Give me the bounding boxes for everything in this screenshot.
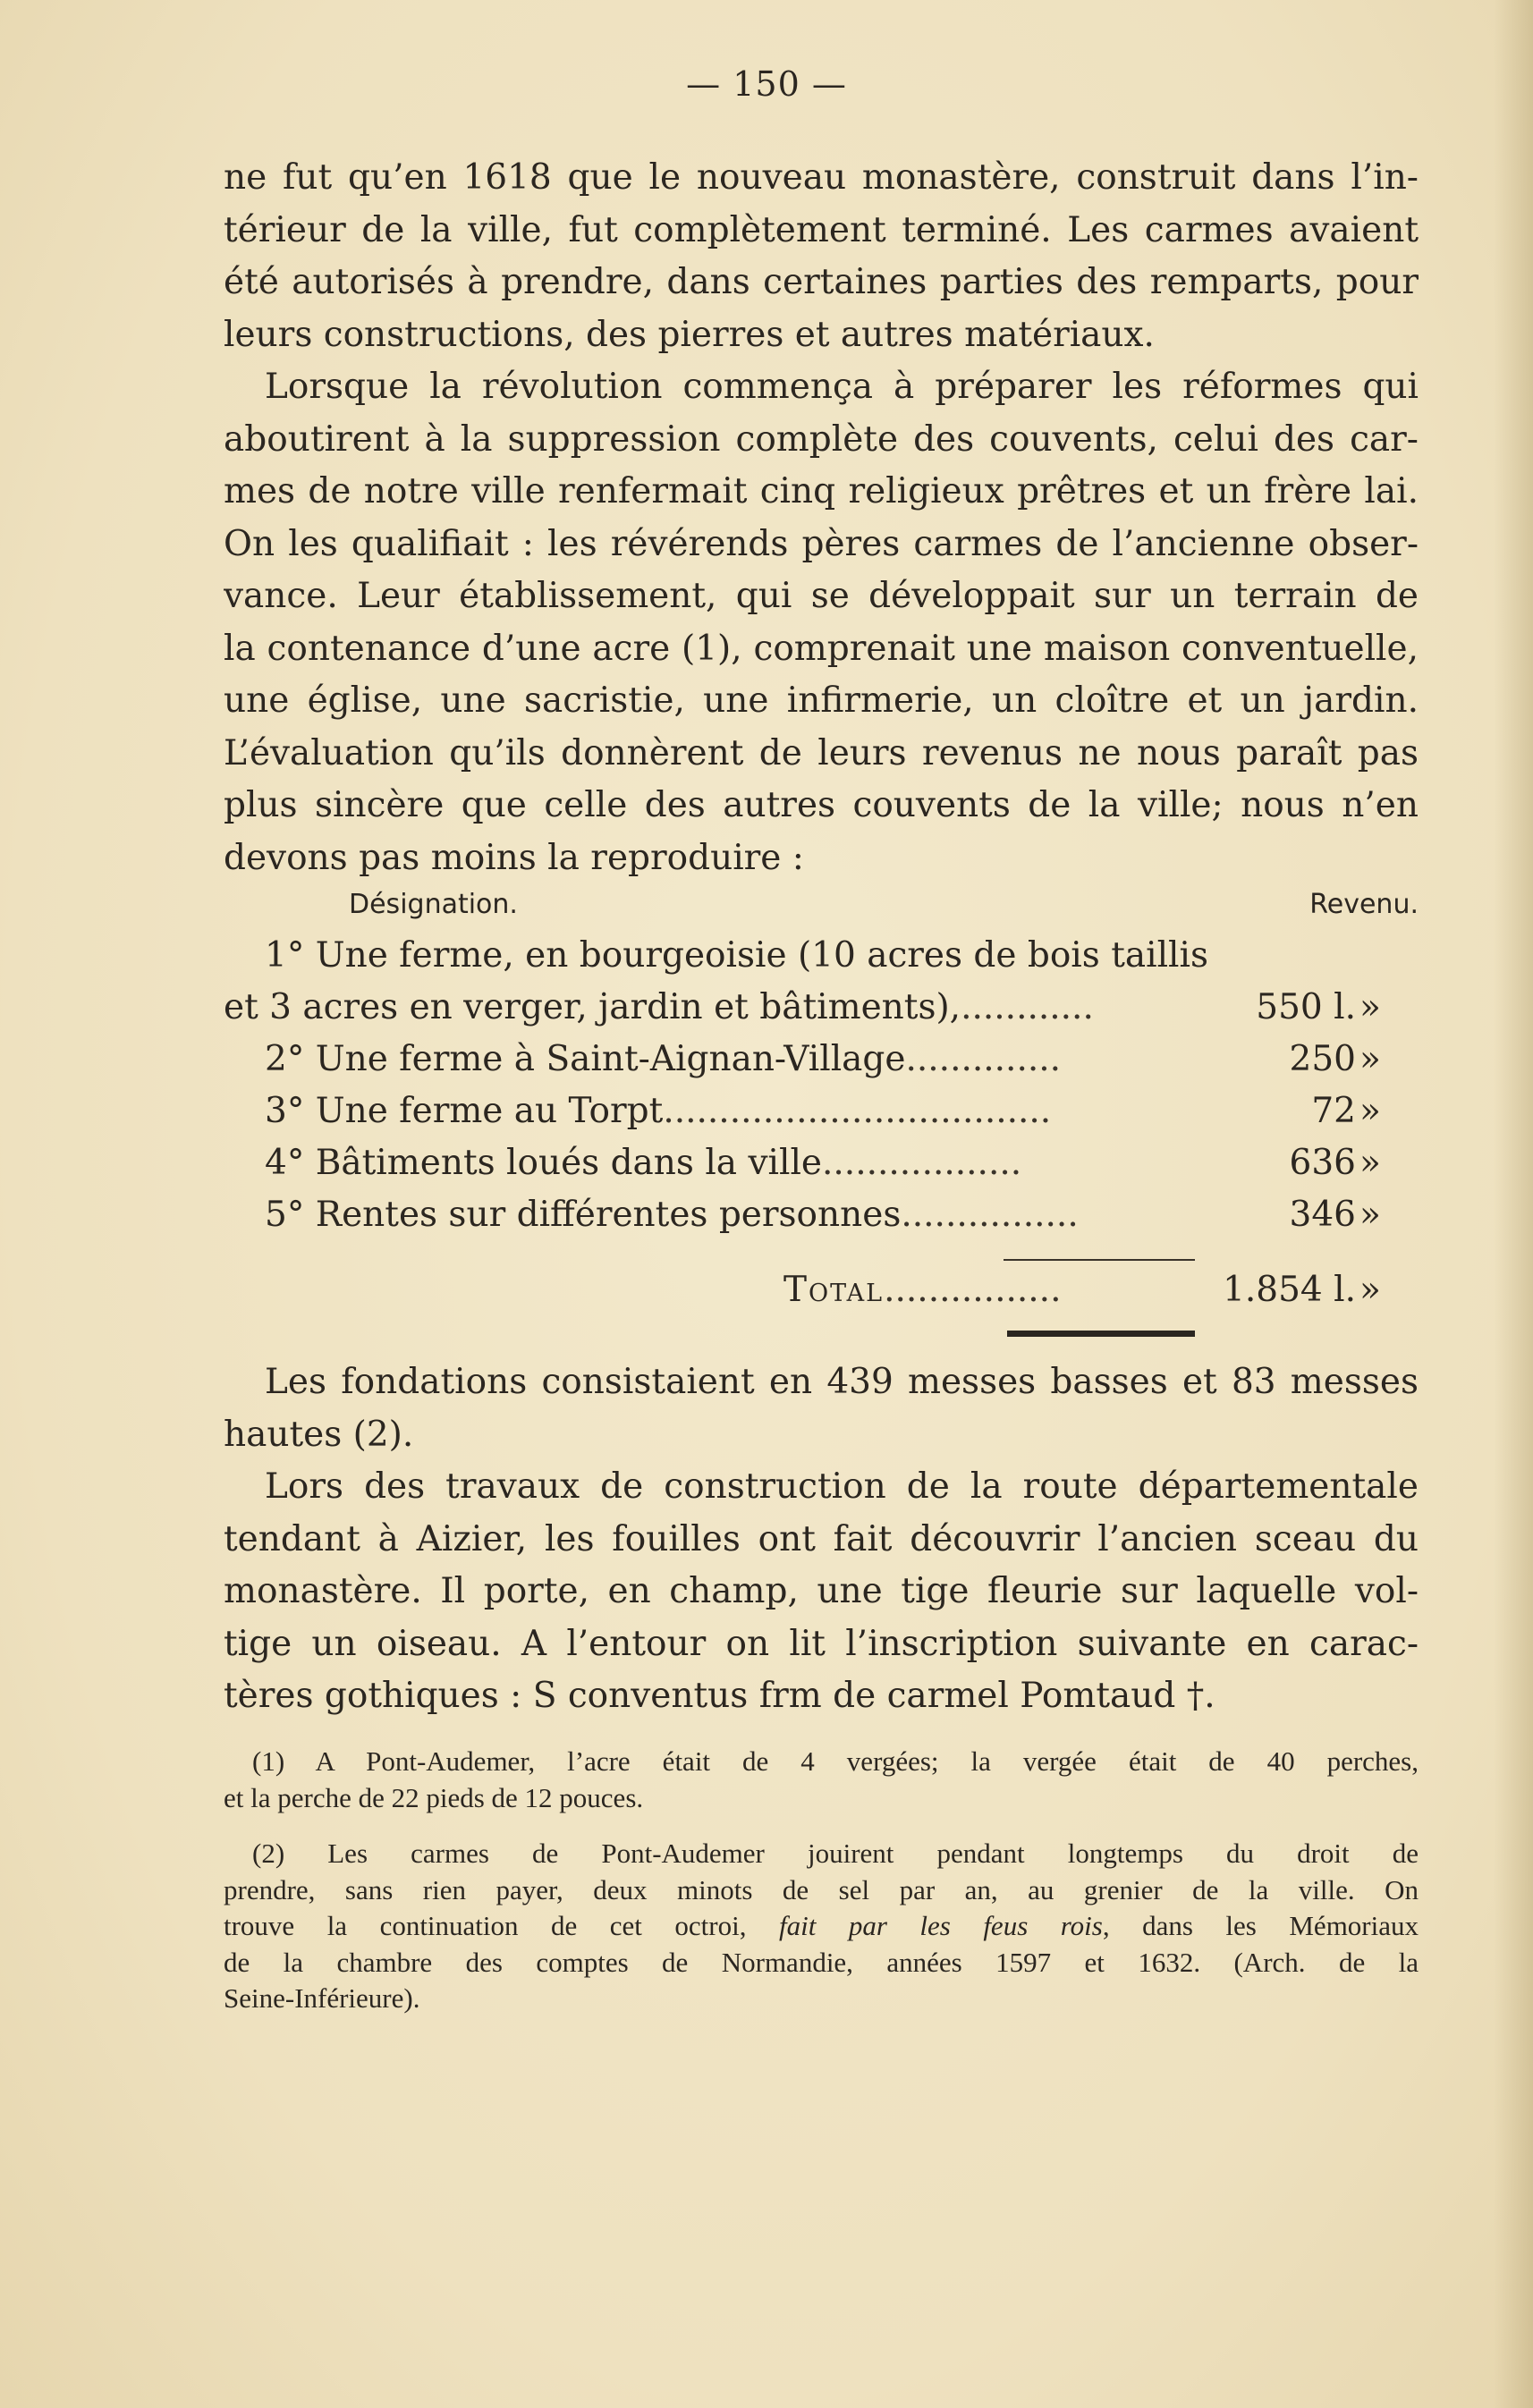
leader-dots: .................. (822, 1143, 1022, 1183)
body-paragraph-2 (224, 1356, 1419, 1723)
text-line: été autorisés à prendre, dans certaines parties des remparts, pour (224, 262, 1419, 302)
row-label: 4° Bâtiments loués dans la ville (265, 1143, 822, 1183)
page-edge-shadow (1494, 0, 1533, 2408)
body-paragraph-1 (224, 152, 1419, 884)
page-number: — 150 — (686, 64, 847, 104)
footnote-line: prendre, sans rien payer, deux minots de sel par an, au grenier de la ville. On (224, 1873, 1419, 1905)
row-value: 346 (1289, 1195, 1356, 1235)
text-line: vance. Leur établissement, qui se développait sur un terrain de (224, 576, 1419, 616)
row-value: 72 (1311, 1091, 1356, 1131)
footnote-line: (2) Les carmes de Pont-Audemer jouirent pendant longtemps du droit de (252, 1838, 1419, 1869)
text-line: L’évaluation qu’ils donnèrent de leurs revenus ne nous paraît pas (224, 732, 1419, 773)
text-line: plus sincère que celle des autres couvents de la ville; nous n’en (224, 785, 1419, 825)
leader-dots: ................................... (663, 1091, 1052, 1131)
table-row (224, 935, 1419, 987)
footnote-line (224, 1908, 1419, 1945)
total-label: Total (783, 1270, 885, 1310)
row-unit: » (1359, 1143, 1381, 1183)
leader-dots: ................ (884, 1270, 1062, 1310)
text-line: Lorsque la révolution commença à préparer les réformes qui (265, 367, 1419, 407)
row-label: 2° Une ferme à Saint-Aignan-Village (265, 1039, 906, 1079)
row-label-wrap (265, 1143, 1227, 1183)
row-value: 636 (1289, 1143, 1356, 1183)
leader-dots: ................ (901, 1195, 1079, 1235)
text-line: mes de notre ville renfermait cinq religieux prêtres et un frère lai. (224, 471, 1419, 511)
table-row (224, 987, 1419, 1039)
table-row (224, 1091, 1419, 1143)
footnote-text: trouve la continuation de cet octroi, (224, 1910, 779, 1941)
footnote-2 (224, 1836, 1419, 2017)
text-line: tendant à Aizier, les fouilles ont fait découvrir l’ancien sceau du (224, 1518, 1419, 1559)
total-label-wrap (783, 1270, 1227, 1310)
text-line: Les fondations consistaient en 439 messes basses et 83 messes (265, 1362, 1419, 1402)
footnote-line: Seine-Inférieure). (224, 1982, 420, 2014)
row-value: 250 (1289, 1039, 1356, 1079)
row-unit: » (1359, 1195, 1381, 1235)
row-label-wrap (265, 1195, 1227, 1235)
text-line: leurs constructions, des pierres et autres matériaux. (224, 314, 1155, 355)
designation-header: Désignation. (349, 889, 518, 920)
text-line: ne fut qu’en 1618 que le nouveau monastère, construit dans l’in- (224, 157, 1419, 198)
text-line: aboutirent à la suppression complète des couvents, celui des car- (224, 418, 1419, 460)
text-line: térieur de la ville, fut complètement terminé. Les carmes avaient (224, 209, 1419, 250)
row-unit: » (1359, 1091, 1381, 1131)
text-line: tige un oiseau. A l’entour on lit l’inscription suivante en carac- (224, 1623, 1419, 1664)
footnote-1 (224, 1744, 1419, 1816)
text-line: une église, une sacristie, une infirmerie, un cloître et un jardin. (224, 680, 1419, 721)
text-line: tères gothiques : S conventus frm de carmel Pomtaud †. (224, 1676, 1215, 1716)
table-row (224, 1195, 1419, 1246)
row-label: 1° Une ferme, en bourgeoisie (10 acres de bois taillis (265, 935, 1209, 976)
row-label: 5° Rentes sur différentes personnes (265, 1195, 902, 1235)
row-value: 550 l. (1256, 987, 1356, 1027)
footnote-line: et la perche de 22 pieds de 12 pouces. (224, 1781, 644, 1813)
row-label: et 3 acres en verger, jardin et bâtiments), (224, 987, 961, 1027)
leader-dots: ............ (961, 987, 1094, 1027)
footnote-line: de la chambre des comptes de Normandie, années 1597 et 1632. (Arch. de la (224, 1946, 1419, 1978)
row-label-wrap (265, 1091, 1227, 1131)
row-unit: » (1359, 1039, 1381, 1079)
sum-rule (1004, 1259, 1195, 1261)
table-row (224, 1143, 1419, 1195)
text-line: devons pas moins la reproduire : (224, 837, 804, 878)
revenu-header: Revenu. (1309, 889, 1419, 920)
total-double-rule (1007, 1331, 1195, 1337)
row-unit: » (1359, 987, 1381, 1027)
text-line: monastère. Il porte, en champ, une tige fleurie sur laquelle vol- (224, 1571, 1419, 1611)
text-line: la contenance d’une acre (1), comprenait une maison conventuelle, (224, 628, 1419, 669)
footnote-line: (1) A Pont-Audemer, l’acre était de 4 vergées; la vergée était de 40 perches, (252, 1745, 1419, 1777)
footnote-text: , dans les Mémoriaux (1102, 1910, 1419, 1941)
text-line: Lors des travaux de construction de la route départementale (265, 1466, 1419, 1507)
table-header (224, 889, 1419, 930)
total-row (224, 1270, 1419, 1322)
leader-dots: .............. (905, 1039, 1062, 1079)
footnote-italic-text: fait par les feus rois (778, 1910, 1103, 1941)
total-value: 1.854 l. (1223, 1270, 1356, 1310)
row-label: 3° Une ferme au Torpt (265, 1091, 664, 1131)
table-row (224, 1039, 1419, 1091)
text-line: On les qualifiait : les révérends pères carmes de l’ancienne obser- (224, 523, 1419, 564)
row-label-wrap (265, 1039, 1227, 1079)
row-label-wrap (224, 987, 1227, 1027)
text-line: hautes (2). (224, 1414, 414, 1455)
total-unit: » (1359, 1270, 1381, 1310)
